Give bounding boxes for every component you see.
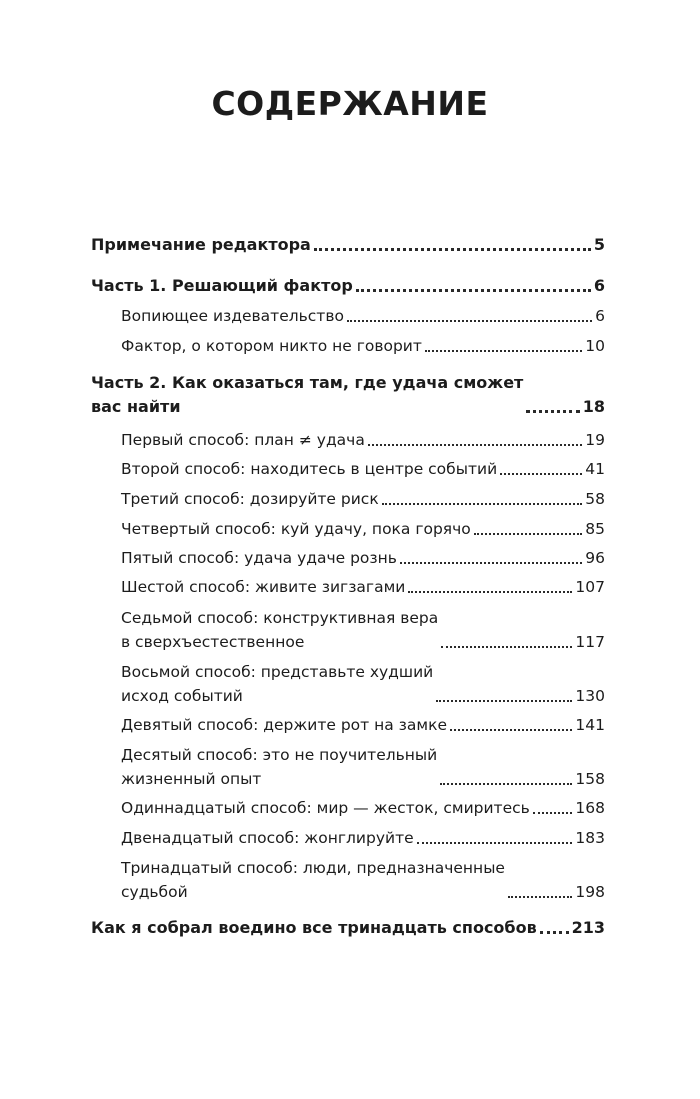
dot-leader [474,533,583,535]
dot-leader [526,410,579,413]
toc-page-number: 168 [575,799,605,817]
toc-page-number: 85 [585,520,605,538]
toc-entry-title: Восьмой способ: представьте худший исход событий [121,663,434,705]
toc-page-number: 117 [575,633,605,651]
dot-leader [508,896,572,898]
dot-leader [440,783,572,785]
toc-entry-title: Часть 1. Решающий фактор [91,276,353,295]
toc-entry-title: Часть 2. Как оказаться там, где удача сможет вас найти [91,373,524,416]
toc-page-number: 19 [585,431,605,449]
toc-entry-method-11[interactable] [91,796,605,820]
toc-entry-title: Третий способ: дозируйте риск [121,490,379,508]
dot-leader [441,646,572,648]
toc-entry-title: Одиннадцатый способ: мир — жесток, смиритесь [121,799,530,817]
dot-leader [347,320,592,322]
dot-leader [425,350,582,352]
toc-page-number: 18 [582,397,605,416]
toc-entry-title: Четвертый способ: куй удачу, пока горячо [121,520,471,538]
toc-entry-title: Шестой способ: живите зигзагами [121,578,406,596]
toc-page-number: 96 [585,549,605,567]
toc-entry-title: Примечание редактора [91,235,311,254]
toc-page-number: 198 [575,883,605,901]
page-title: СОДЕРЖАНИЕ [211,84,489,123]
toc-entry-title: Второй способ: находитесь в центре событий [121,460,498,478]
dot-leader [314,248,591,251]
dot-leader [436,700,572,702]
toc-entry-outrageous-mockery[interactable] [91,304,605,328]
dot-leader [417,842,573,844]
toc-entry-method-12[interactable] [91,826,605,850]
toc-page-number: 158 [575,770,605,788]
dot-leader [356,289,591,292]
toc-page-number: 107 [575,578,605,596]
dot-leader [400,562,582,564]
dot-leader [408,591,572,593]
toc-page-number: 141 [575,716,605,734]
toc-page-number: 6 [593,276,605,295]
toc-page-number: 6 [595,307,605,325]
dot-leader [450,729,572,731]
toc-entry-method-8[interactable] [91,660,605,708]
dot-leader [382,503,583,505]
toc-entry-title: Десятый способ: это не поучительный жизненный опыт [121,746,438,788]
toc-entry-method-13[interactable] [91,856,605,904]
toc-entry-title: Тринадцатый способ: люди, предназначенные судьбой [121,859,505,901]
toc-entry-title: Пятый способ: удача удаче рознь [121,549,397,567]
toc-page-number: 213 [571,918,605,937]
toc-page-number: 130 [575,687,605,705]
toc-entry-method-7[interactable] [91,606,605,654]
toc-page-number: 183 [575,829,605,847]
dot-leader [533,812,573,814]
dot-leader [368,444,582,446]
toc-entry-title: Фактор, о котором никто не говорит [121,337,422,355]
toc-entry-title: Вопиющее издевательство [121,307,344,325]
toc-entry-title: Как я собрал воедино все тринадцать способов [91,918,537,937]
toc-entry-method-9[interactable] [91,713,605,737]
toc-entry-method-2[interactable] [91,457,605,481]
dot-leader [500,473,582,475]
toc-page-number: 58 [585,490,605,508]
toc-entry-method-1[interactable] [91,428,605,452]
toc-entry-method-10[interactable] [91,743,605,791]
toc-entry-method-6[interactable] [91,575,605,599]
toc-entry-title: Двенадцатый способ: жонглируйте [121,829,414,847]
toc-entry-method-5[interactable] [91,546,605,570]
toc-page-number: 5 [593,235,605,254]
dot-leader [540,931,569,934]
toc-entry-title: Девятый способ: держите рот на замке [121,716,448,734]
toc-entry-title: Первый способ: план ≠ удача [121,431,365,449]
toc-page-number: 41 [585,460,605,478]
toc-page-number: 10 [585,337,605,355]
toc-entry-conclusion[interactable] [91,916,605,940]
toc-entry-part-2[interactable] [91,371,605,419]
toc-entry-title: Седьмой способ: конструктивная вера в сверхъестественное [121,609,439,651]
toc-entry-method-3[interactable] [91,487,605,511]
toc-entry-editors-note[interactable] [91,233,605,257]
toc-entry-part-1[interactable] [91,274,605,298]
toc-entry-method-4[interactable] [91,517,605,541]
toc-entry-unspoken-factor[interactable] [91,334,605,358]
